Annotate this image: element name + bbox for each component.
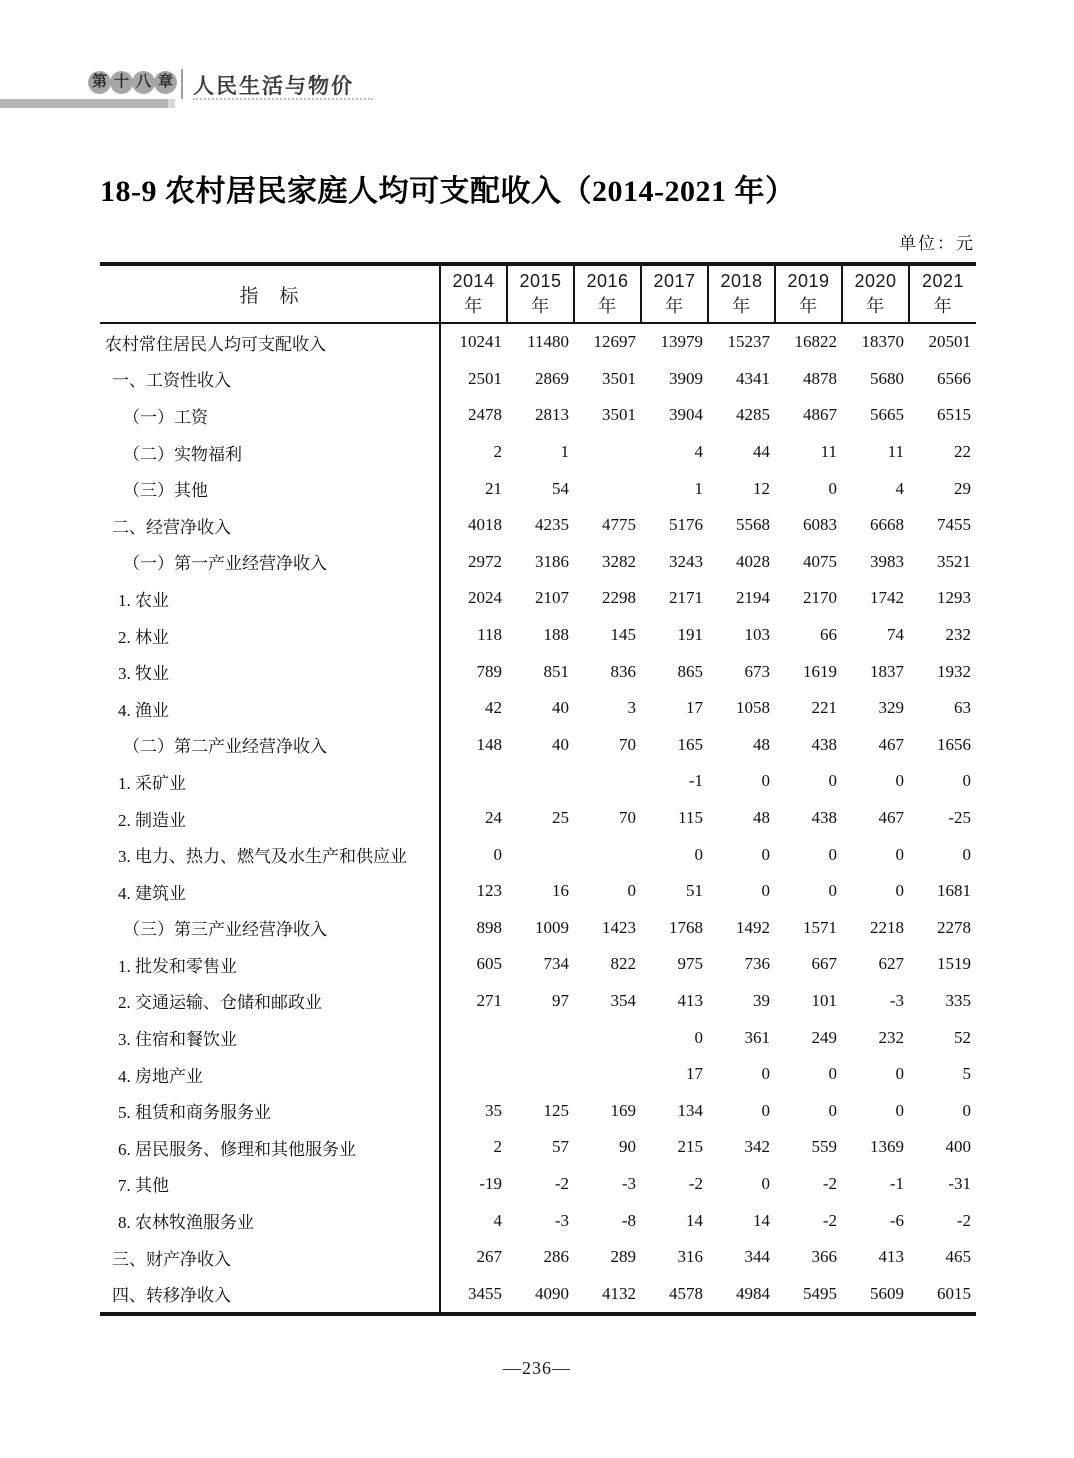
value-cell (440, 763, 507, 800)
value-cell: 51 (686, 881, 703, 901)
value-cell: 4090 (535, 1283, 569, 1303)
value-cell: 6083 (803, 515, 837, 535)
value-cell: 3501 (602, 405, 636, 425)
value-cell: 0 (493, 844, 502, 864)
value-cell: 4 (493, 1210, 502, 1230)
value-cell: 3904 (669, 405, 703, 425)
value-cell: 0 (761, 844, 770, 864)
indicator-label: 3. 牧业 (100, 653, 440, 690)
value-cell: 361 (744, 1027, 770, 1047)
value-cell: 90 (619, 1137, 636, 1157)
value-cell: 0 (828, 771, 837, 791)
value-cell: 11 (820, 442, 837, 462)
indicator-label: 4. 建筑业 (100, 873, 440, 910)
value-cell: 22 (954, 442, 971, 462)
value-cell: 438 (811, 734, 837, 754)
value-cell: 2194 (736, 588, 770, 608)
value-cell: -6 (889, 1210, 904, 1230)
header-gray-bar (0, 99, 168, 108)
value-cell: -2 (688, 1173, 703, 1193)
value-cell: 1058 (736, 698, 770, 718)
value-cell: 413 (677, 990, 703, 1010)
value-cell: 3983 (870, 551, 904, 571)
value-cell: 12697 (593, 332, 636, 352)
indicator-header: 指 标 (100, 264, 440, 323)
indicator-label: 1. 批发和零售业 (100, 946, 440, 983)
chapter-badge-char-icon: 章 (154, 71, 177, 94)
indicator-label: 1. 采矿业 (100, 763, 440, 800)
value-cell: 4 (694, 442, 703, 462)
value-cell: 188 (543, 625, 569, 645)
value-cell: 5176 (669, 515, 703, 535)
value-cell: 70 (619, 808, 636, 828)
value-cell: 3243 (669, 551, 703, 571)
value-cell: 0 (761, 771, 770, 791)
table-row (100, 1239, 976, 1276)
value-cell (440, 1056, 507, 1093)
value-cell: 605 (476, 954, 502, 974)
chapter-badge (88, 71, 176, 94)
value-cell: 6515 (937, 405, 971, 425)
value-cell (574, 434, 641, 471)
value-cell: 70 (619, 734, 636, 754)
value-cell: 2 (493, 442, 502, 462)
indicator-label: 5. 租赁和商务服务业 (100, 1092, 440, 1129)
value-cell: 267 (476, 1247, 502, 1267)
value-cell: 0 (694, 844, 703, 864)
value-cell: 0 (761, 881, 770, 901)
value-cell: 18370 (861, 332, 904, 352)
value-cell: 103 (744, 625, 770, 645)
value-cell: 44 (753, 442, 770, 462)
indicator-label: 2. 交通运输、仓储和邮政业 (100, 983, 440, 1020)
table-row (100, 763, 976, 800)
value-cell: 1742 (870, 588, 904, 608)
value-cell: 627 (878, 954, 904, 974)
value-cell: 20501 (928, 332, 971, 352)
table-row (100, 361, 976, 398)
value-cell: 42 (485, 698, 502, 718)
indicator-label: 4. 房地产业 (100, 1056, 440, 1093)
value-cell: 2170 (803, 588, 837, 608)
value-cell: 5495 (803, 1283, 837, 1303)
value-cell: -31 (948, 1173, 971, 1193)
value-cell: 16 (552, 881, 569, 901)
indicator-label: 四、转移净收入 (100, 1275, 440, 1314)
value-cell: -19 (479, 1173, 502, 1193)
value-cell: 17 (686, 698, 703, 718)
value-cell: 48 (753, 734, 770, 754)
value-cell: 97 (552, 990, 569, 1010)
value-cell (440, 1019, 507, 1056)
value-cell: 1837 (870, 661, 904, 681)
value-cell: 271 (476, 990, 502, 1010)
value-cell: 2107 (535, 588, 569, 608)
value-cell: 0 (761, 1100, 770, 1120)
value-cell (574, 1019, 641, 1056)
indicator-label: （一）第一产业经营净收入 (100, 544, 440, 581)
value-cell: 232 (878, 1027, 904, 1047)
value-cell (574, 1056, 641, 1093)
indicator-label: （一）工资 (100, 397, 440, 434)
value-cell: 4075 (803, 551, 837, 571)
value-cell: 865 (677, 661, 703, 681)
year-header: 2020 年 (842, 264, 909, 323)
value-cell: 3186 (535, 551, 569, 571)
value-cell: 3909 (669, 368, 703, 388)
year-header: 2015 年 (507, 264, 574, 323)
value-cell: -3 (621, 1173, 636, 1193)
table-row (100, 1019, 976, 1056)
value-cell: 101 (811, 990, 837, 1010)
value-cell: 0 (895, 1100, 904, 1120)
value-cell: 0 (694, 1027, 703, 1047)
value-cell: 48 (753, 808, 770, 828)
value-cell: 4 (895, 478, 904, 498)
value-cell: 0 (828, 881, 837, 901)
value-cell: 115 (678, 808, 703, 828)
indicator-label: 3. 电力、热力、燃气及水生产和供应业 (100, 836, 440, 873)
value-cell: 12 (753, 478, 770, 498)
table-row (100, 470, 976, 507)
value-cell: 289 (610, 1247, 636, 1267)
value-cell: -1 (889, 1173, 904, 1193)
value-cell: 191 (677, 625, 703, 645)
value-cell (507, 1056, 574, 1093)
value-cell: 2298 (602, 588, 636, 608)
value-cell: 0 (895, 771, 904, 791)
value-cell: 10241 (459, 332, 502, 352)
value-cell: 0 (895, 1064, 904, 1084)
value-cell: 3455 (468, 1283, 502, 1303)
value-cell: 3521 (937, 551, 971, 571)
value-cell: -2 (956, 1210, 971, 1230)
value-cell: 329 (878, 698, 904, 718)
year-header: 2019 年 (775, 264, 842, 323)
value-cell: 2218 (870, 917, 904, 937)
value-cell: 1 (560, 442, 569, 462)
value-cell: 3 (627, 698, 636, 718)
table-row (100, 434, 976, 471)
value-cell (574, 763, 641, 800)
value-cell: 52 (954, 1027, 971, 1047)
value-cell: 4235 (535, 515, 569, 535)
value-cell: 4285 (736, 405, 770, 425)
value-cell: 123 (476, 881, 502, 901)
value-cell: 5665 (870, 405, 904, 425)
value-cell: 667 (811, 954, 837, 974)
value-cell: 5568 (736, 515, 770, 535)
year-header: 2017 年 (641, 264, 708, 323)
value-cell: 0 (761, 1064, 770, 1084)
value-cell: 6668 (870, 515, 904, 535)
value-cell: -2 (554, 1173, 569, 1193)
value-cell: 15237 (727, 332, 770, 352)
value-cell: 1009 (535, 917, 569, 937)
value-cell: 66 (820, 625, 837, 645)
value-cell: 0 (761, 1173, 770, 1193)
value-cell: 898 (476, 917, 502, 937)
table-row (100, 873, 976, 910)
value-cell: 4341 (736, 368, 770, 388)
value-cell: 0 (828, 844, 837, 864)
value-cell: 467 (878, 808, 904, 828)
value-cell: -1 (688, 771, 703, 791)
value-cell: 249 (811, 1027, 837, 1047)
table-row (100, 910, 976, 947)
indicator-label: 7. 其他 (100, 1166, 440, 1203)
value-cell: 5609 (870, 1283, 904, 1303)
value-cell: 286 (543, 1247, 569, 1267)
table-row (100, 1092, 976, 1129)
value-cell: 165 (677, 734, 703, 754)
value-cell: 2171 (669, 588, 703, 608)
value-cell: 145 (610, 625, 636, 645)
table-row (100, 397, 976, 434)
value-cell: 40 (552, 698, 569, 718)
value-cell: 57 (552, 1137, 569, 1157)
table-header-row (100, 264, 976, 323)
value-cell: 35 (485, 1100, 502, 1120)
value-cell: 316 (677, 1247, 703, 1267)
value-cell: 4984 (736, 1283, 770, 1303)
value-cell: 1293 (937, 588, 971, 608)
value-cell: 0 (895, 844, 904, 864)
value-cell: 63 (954, 698, 971, 718)
table-row (100, 544, 976, 581)
table-row (100, 946, 976, 983)
chapter-badge-char-icon: 八 (132, 71, 155, 94)
value-cell: 16822 (794, 332, 837, 352)
value-cell: 734 (543, 954, 569, 974)
value-cell: 215 (677, 1137, 703, 1157)
indicator-label: （二）第二产业经营净收入 (100, 727, 440, 764)
value-cell: 74 (887, 625, 904, 645)
table-row (100, 323, 976, 361)
value-cell: 39 (753, 990, 770, 1010)
value-cell: 354 (610, 990, 636, 1010)
table-row (100, 727, 976, 764)
value-cell: 17 (686, 1064, 703, 1084)
value-cell: 851 (543, 661, 569, 681)
value-cell: 342 (744, 1137, 770, 1157)
table-row (100, 580, 976, 617)
value-cell: 4775 (602, 515, 636, 535)
chapter-badge-char-icon: 十 (110, 71, 133, 94)
value-cell: 1 (694, 478, 703, 498)
page-title: 18-9 农村居民家庭人均可支配收入（2014-2021 年） (100, 175, 796, 208)
indicator-label: 4. 渔业 (100, 690, 440, 727)
value-cell: 14 (686, 1210, 703, 1230)
indicator-label: （二）实物福利 (100, 434, 440, 471)
indicator-label: 2. 制造业 (100, 800, 440, 837)
table-row (100, 836, 976, 873)
value-cell: 11 (887, 442, 904, 462)
value-cell: 24 (485, 808, 502, 828)
chapter-divider (181, 69, 183, 99)
value-cell (574, 836, 641, 873)
table-row (100, 507, 976, 544)
indicator-label: 农村常住居民人均可支配收入 (100, 323, 440, 361)
value-cell: 1519 (937, 954, 971, 974)
value-cell: 465 (945, 1247, 971, 1267)
page-number: —236— (503, 1358, 571, 1378)
value-cell (507, 1019, 574, 1056)
value-cell: 5 (962, 1064, 971, 1084)
indicator-label: 3. 住宿和餐饮业 (100, 1019, 440, 1056)
value-cell: 335 (945, 990, 971, 1010)
value-cell: -3 (554, 1210, 569, 1230)
indicator-label: 6. 居民服务、修理和其他服务业 (100, 1129, 440, 1166)
table-row (100, 1202, 976, 1239)
value-cell: 0 (828, 478, 837, 498)
indicator-label: 二、经营净收入 (100, 507, 440, 544)
value-cell: 5680 (870, 368, 904, 388)
value-cell: 4028 (736, 551, 770, 571)
value-cell: 169 (610, 1100, 636, 1120)
value-cell: 4878 (803, 368, 837, 388)
value-cell: 2869 (535, 368, 569, 388)
indicator-label: 一、工资性收入 (100, 361, 440, 398)
chapter-title: 人民生活与物价 (193, 75, 354, 98)
table-row (100, 617, 976, 654)
value-cell: 2 (493, 1137, 502, 1157)
value-cell: 0 (962, 1100, 971, 1120)
value-cell: 25 (552, 808, 569, 828)
value-cell: 29 (954, 478, 971, 498)
year-header: 2014 年 (440, 264, 507, 323)
value-cell: 559 (811, 1137, 837, 1157)
year-header: 2016 年 (574, 264, 641, 323)
value-cell: -8 (621, 1210, 636, 1230)
indicator-label: （三）第三产业经营净收入 (100, 910, 440, 947)
value-cell: 4867 (803, 405, 837, 425)
table-row (100, 1056, 976, 1093)
value-cell: 14 (753, 1210, 770, 1230)
value-cell: -3 (889, 990, 904, 1010)
value-cell: -2 (822, 1173, 837, 1193)
value-cell: 0 (962, 771, 971, 791)
value-cell: 467 (878, 734, 904, 754)
value-cell: 4018 (468, 515, 502, 535)
value-cell: 11480 (527, 332, 569, 352)
value-cell: 0 (962, 844, 971, 864)
value-cell: 400 (945, 1137, 971, 1157)
income-table-wrap (100, 262, 976, 1316)
value-cell: 413 (878, 1247, 904, 1267)
value-cell: 1369 (870, 1137, 904, 1157)
value-cell: 1656 (937, 734, 971, 754)
value-cell: 221 (811, 698, 837, 718)
value-cell: 1423 (602, 917, 636, 937)
value-cell: 232 (945, 625, 971, 645)
value-cell (574, 470, 641, 507)
value-cell: 2478 (468, 405, 502, 425)
income-table (100, 262, 976, 1316)
value-cell: 4578 (669, 1283, 703, 1303)
indicator-label: 1. 农业 (100, 580, 440, 617)
indicator-label: （三）其他 (100, 470, 440, 507)
value-cell: 344 (744, 1247, 770, 1267)
value-cell: 4132 (602, 1283, 636, 1303)
table-row (100, 800, 976, 837)
table-row (100, 1166, 976, 1203)
value-cell: 54 (552, 478, 569, 498)
value-cell: 0 (828, 1100, 837, 1120)
indicator-label: 三、财产净收入 (100, 1239, 440, 1276)
value-cell: 2024 (468, 588, 502, 608)
value-cell: 13979 (660, 332, 703, 352)
indicator-label: 2. 林业 (100, 617, 440, 654)
value-cell: 2501 (468, 368, 502, 388)
value-cell: 3501 (602, 368, 636, 388)
value-cell: 673 (744, 661, 770, 681)
chapter-dotted-underline (193, 98, 373, 100)
year-header: 2018 年 (708, 264, 775, 323)
table-row (100, 1275, 976, 1314)
value-cell: 1571 (803, 917, 837, 937)
value-cell: 0 (828, 1064, 837, 1084)
value-cell: 134 (677, 1100, 703, 1120)
value-cell: 0 (895, 881, 904, 901)
value-cell: 6015 (937, 1283, 971, 1303)
chapter-badge-char-icon: 第 (88, 71, 111, 94)
year-header: 2021 年 (909, 264, 976, 323)
value-cell (507, 836, 574, 873)
value-cell: 7455 (937, 515, 971, 535)
value-cell: 2278 (937, 917, 971, 937)
value-cell: 118 (477, 625, 502, 645)
indicator-label: 8. 农林牧渔服务业 (100, 1202, 440, 1239)
value-cell: 148 (476, 734, 502, 754)
value-cell: 438 (811, 808, 837, 828)
header-gray-bar-end (168, 99, 175, 108)
value-cell: 1619 (803, 661, 837, 681)
value-cell: 3282 (602, 551, 636, 571)
table-row (100, 690, 976, 727)
value-cell: 836 (610, 661, 636, 681)
table-row (100, 653, 976, 690)
value-cell: 975 (677, 954, 703, 974)
table-row (100, 1129, 976, 1166)
value-cell: 1492 (736, 917, 770, 937)
value-cell: 0 (627, 881, 636, 901)
value-cell (507, 763, 574, 800)
value-cell: 1681 (937, 881, 971, 901)
value-cell: 1768 (669, 917, 703, 937)
value-cell: -25 (948, 808, 971, 828)
value-cell: 125 (543, 1100, 569, 1120)
value-cell: 6566 (937, 368, 971, 388)
value-cell: 1932 (937, 661, 971, 681)
value-cell: 2972 (468, 551, 502, 571)
value-cell: 21 (485, 478, 502, 498)
value-cell: 366 (811, 1247, 837, 1267)
table-body (100, 323, 976, 1314)
value-cell: 822 (610, 954, 636, 974)
value-cell: -2 (822, 1210, 837, 1230)
unit-label: 单位：元 (899, 234, 975, 253)
value-cell: 2813 (535, 405, 569, 425)
table-row (100, 983, 976, 1020)
value-cell: 40 (552, 734, 569, 754)
value-cell: 736 (744, 954, 770, 974)
value-cell: 789 (476, 661, 502, 681)
